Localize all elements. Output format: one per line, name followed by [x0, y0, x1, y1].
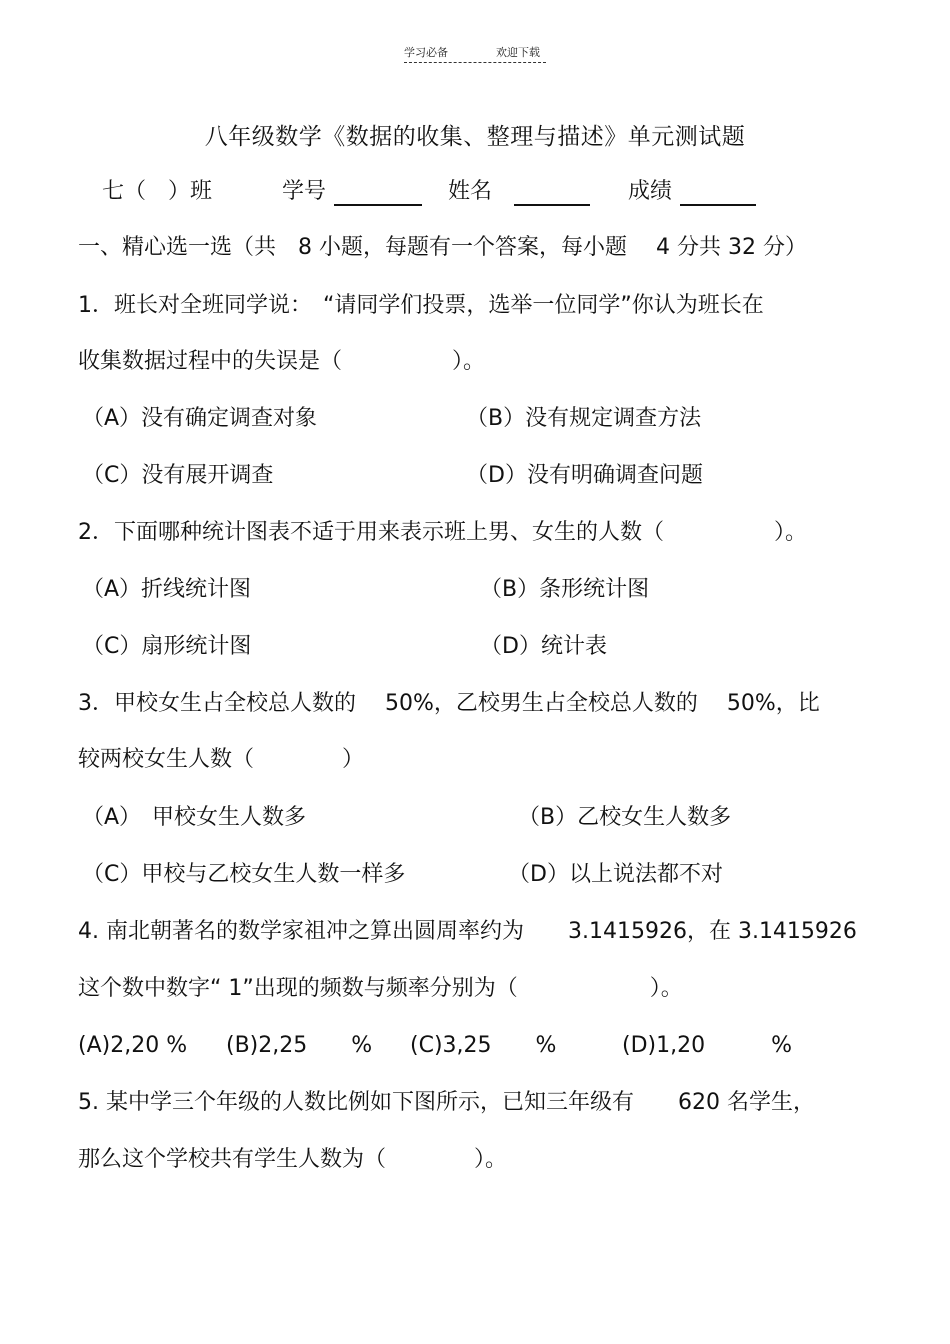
question-2-line-1: 2．下面哪种统计图表不适于用来表示班上男、女生的人数（ ）。	[78, 520, 807, 545]
name-blank[interactable]	[514, 182, 590, 206]
q2-option-b[interactable]: （B）条形统计图	[480, 577, 650, 602]
question-1-line-1: 1．班长对全班同学说： “请同学们投票，选举一位同学”你认为班长在	[78, 293, 764, 318]
section-heading: 一、精心选一选（共 8 小题，每题有一个答案，每小题 4 分共 32 分）	[78, 235, 807, 260]
header-left-text: 学习必备	[404, 46, 448, 59]
name-label: 姓名	[448, 179, 493, 204]
question-4-line-1: 4. 南北朝著名的数学家祖冲之算出圆周率约为 3.1415926，在 3.1415926	[78, 919, 857, 944]
question-5-line-2: 那么这个学校共有学生人数为（ ）。	[78, 1147, 508, 1172]
page-title: 八年级数学《数据的收集、整理与描述》单元测试题	[204, 124, 746, 150]
header-dashed-line	[404, 62, 546, 63]
q2-option-c[interactable]: （C）扇形统计图	[82, 634, 252, 659]
score-blank[interactable]	[680, 182, 756, 206]
id-blank[interactable]	[334, 182, 422, 206]
page-header	[0, 44, 950, 68]
q3-option-d[interactable]: （D）以上说法都不对	[508, 862, 723, 887]
q1-option-c[interactable]: （C）没有展开调查	[82, 463, 274, 488]
q3-option-b[interactable]: （B）乙校女生人数多	[518, 805, 732, 830]
q1-option-a[interactable]: （A）没有确定调查对象	[82, 406, 318, 431]
q4-option-d[interactable]: (D)1,20 %	[622, 1033, 792, 1058]
header-right-text: 欢迎下载	[496, 46, 540, 59]
q4-option-a[interactable]: (A)2,20 %	[78, 1033, 188, 1058]
q2-option-d[interactable]: （D）统计表	[480, 634, 607, 659]
q4-option-b[interactable]: (B)2,25 %	[226, 1033, 373, 1058]
question-3-line-2: 较两校女生人数（ ）	[78, 747, 365, 772]
q1-option-d[interactable]: （D）没有明确调查问题	[466, 463, 703, 488]
q2-option-a[interactable]: （A）折线统计图	[82, 577, 252, 602]
question-1-line-2: 收集数据过程中的失误是（ ）。	[78, 349, 486, 374]
question-5-line-1: 5. 某中学三个年级的人数比例如下图所示，已知三年级有 620 名学生，	[78, 1090, 815, 1115]
q3-option-a[interactable]: （A） 甲校女生人数多	[82, 805, 307, 830]
q3-option-c[interactable]: （C）甲校与乙校女生人数一样多	[82, 862, 406, 887]
class-label: 七（ ）班	[102, 179, 213, 204]
q1-option-b[interactable]: （B）没有规定调查方法	[466, 406, 702, 431]
question-3-line-1: 3．甲校女生占全校总人数的 50%，乙校男生占全校总人数的 50%，比	[78, 691, 820, 716]
question-4-line-2: 这个数中数字“ 1”出现的频数与频率分别为（ ）。	[78, 976, 683, 1001]
q4-option-c[interactable]: (C)3,25 %	[410, 1033, 557, 1058]
id-label: 学号	[282, 179, 327, 204]
score-label: 成绩	[628, 179, 673, 204]
